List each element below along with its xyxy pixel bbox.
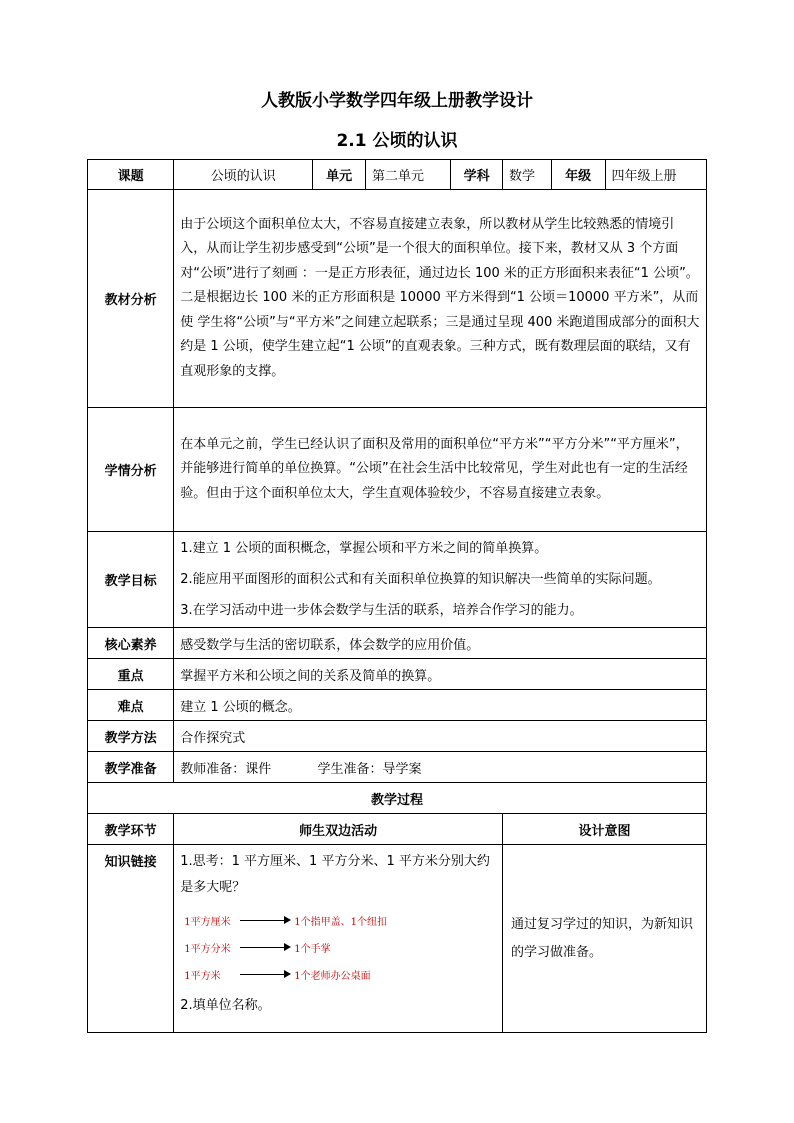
difficulty-label: 难点 (88, 690, 174, 721)
subject-label: 学科 (451, 160, 503, 190)
preparation-row (88, 752, 707, 783)
activity-knowledge-link (174, 845, 503, 1033)
unit-example: 1个老师办公桌面 (294, 971, 371, 982)
process-columns-row (88, 814, 707, 845)
teacher-preparation: 教师准备：课件 (180, 761, 272, 777)
objectives-list (174, 532, 707, 628)
grade-label: 年级 (551, 160, 605, 190)
process-row-knowledge-link (88, 845, 707, 1033)
arrow-icon (240, 947, 286, 948)
objective-item: 2.能应用平面图形的面积公式和有关面积单位换算的知识解决一些简单的实际问题。 (180, 572, 661, 587)
grade-value: 四年级上册 (605, 160, 707, 190)
thinking-question: 1.思考：1 平方厘米、1 平方分米、1 平方米分别大约是多大呢？ (180, 854, 490, 895)
unit-name: 1平方分米 (184, 944, 231, 955)
objectives-row (88, 532, 707, 628)
arrowhead-icon (284, 943, 291, 951)
header-row (88, 160, 707, 190)
unit-name: 1平方厘米 (184, 917, 231, 928)
objective-item: 1.建立 1 公顷的面积概念，掌握公顷和平方米之间的简单换算。 (180, 541, 548, 556)
unit-name: 1平方米 (184, 971, 221, 982)
stage-knowledge-link: 知识链接 (88, 845, 174, 1033)
process-header-row (88, 783, 707, 814)
core-literacy-row (88, 628, 707, 659)
topic-value: 公顷的认识 (174, 160, 313, 190)
material-analysis-text: 由于公顷这个面积单位太大，不容易直接建立表象，所以教材从学生比较熟悉的情境引入，从而让学生初步感受到“公顷”是一个很大的面积单位。接下来，教材又从 3 个方面对“公顷”进行了刻画 ：一是正方形表征，通过边长 100 米的正方形面积来表征“1 公顷”。二是根据边长 100 米的正方形面积是 10000 平方米得到“1 公顷＝10000 平方米”，从而使 学生将“公顷”与“平方米”之间建立起联系；三是通过呈现 400 米跑道围成部分的面积大约是 1 公顷，使学生建立起“1 公顷”的直观表象。三种方式，既有数理层面的联结，又有直观形象的支撑。 (174, 190, 707, 408)
learner-analysis-row (88, 408, 707, 532)
method-row (88, 721, 707, 752)
lesson-subtitle: 2.1 公顷的认识 (336, 131, 458, 151)
method-label: 教学方法 (88, 721, 174, 752)
subject-value: 数学 (503, 160, 552, 190)
learner-analysis-label: 学情分析 (88, 408, 174, 532)
difficulty-row (88, 690, 707, 721)
core-literacy-text: 感受数学与生活的密切联系，体会数学的应用价值。 (174, 628, 707, 659)
activity-column-header: 师生双边活动 (174, 814, 503, 845)
objectives-label: 教学目标 (88, 532, 174, 628)
arrowhead-icon (284, 970, 291, 978)
key-point-text: 掌握平方米和公顷之间的关系及简单的换算。 (174, 659, 707, 690)
document-title: 人教版小学数学四年级上册教学设计 (261, 91, 533, 111)
unit-example: 1个手掌 (294, 944, 331, 955)
learner-analysis-text: 在本单元之前，学生已经认识了面积及常用的面积单位“平方米”“平方分米”“平方厘米”，并能够进行简单的单位换算。“公顷”在社会生活中比较常见，学生对此也有一定的生活经验。但由于这个面积单位太大，学生直观体验较少，不容易直接建立表象。 (174, 408, 707, 532)
preparation-label: 教学准备 (88, 752, 174, 783)
key-point-row (88, 659, 707, 690)
unit-value: 第二单元 (366, 160, 451, 190)
unit-example-pair (180, 961, 496, 988)
arrow-icon (240, 920, 286, 921)
process-header: 教学过程 (88, 783, 707, 814)
lesson-plan-table (87, 159, 707, 1033)
stage-column-header: 教学环节 (88, 814, 174, 845)
topic-label: 课题 (88, 160, 174, 190)
student-preparation: 学生准备：导学案 (317, 761, 422, 777)
unit-example-pair (180, 934, 496, 961)
objective-item: 3.在学习活动中进一步体会数学与生活的联系，培养合作学习的能力。 (180, 603, 583, 618)
arrowhead-icon (284, 916, 291, 924)
difficulty-text: 建立 1 公顷的概念。 (174, 690, 707, 721)
unit-label: 单元 (313, 160, 366, 190)
key-point-label: 重点 (88, 659, 174, 690)
fill-unit-question: 2.填单位名称。 (180, 998, 271, 1013)
intent-column-header: 设计意图 (503, 814, 707, 845)
method-text: 合作探究式 (174, 721, 707, 752)
material-analysis-row (88, 190, 707, 408)
preparation-text (174, 752, 707, 783)
material-analysis-label: 教材分析 (88, 190, 174, 408)
unit-example: 1个指甲盖、1个纽扣 (294, 917, 387, 928)
unit-example-pair (180, 907, 496, 934)
core-literacy-label: 核心素养 (88, 628, 174, 659)
intent-knowledge-link: 通过复习学过的知识，为新知识的学习做准备。 (503, 845, 707, 1033)
arrow-icon (240, 974, 286, 975)
